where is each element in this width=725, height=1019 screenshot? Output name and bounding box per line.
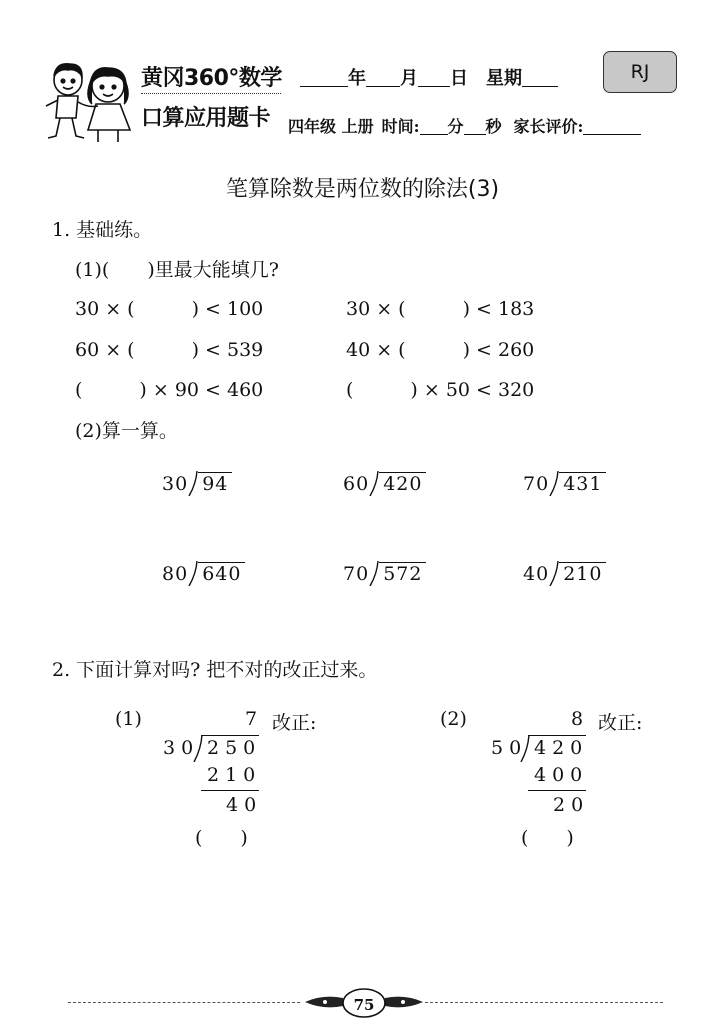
day-blank[interactable] (418, 68, 450, 87)
footer-dash-right (425, 1002, 663, 1003)
answer-blank[interactable]: ( ) (195, 827, 248, 849)
inequality-1-right[interactable]: 30 × ( ) < 183 (346, 298, 535, 320)
inequality-2-left[interactable]: 60 × ( ) < 539 (75, 339, 264, 361)
divisor: 70 (523, 473, 550, 495)
product: 210 (207, 764, 262, 786)
dividend: 640 (198, 562, 245, 585)
footer-dash-left (68, 1002, 300, 1003)
division-problem[interactable] (343, 560, 426, 586)
page-number: 75 (353, 996, 375, 1014)
quotient: 8 (571, 708, 590, 730)
year-blank[interactable] (300, 68, 348, 87)
correction-label: 改正: (272, 712, 317, 734)
week-blank[interactable] (522, 68, 558, 87)
grade-text: 四年级 上册 (288, 117, 374, 136)
dividend: 210 (559, 562, 606, 585)
division-bracket-icon (193, 734, 203, 762)
inequality-3-left[interactable]: ( ) × 90 < 460 (75, 379, 264, 401)
month-label: 月 (400, 68, 418, 89)
division-problem[interactable] (162, 470, 232, 496)
dividend: 431 (559, 472, 606, 495)
inequality-3-right[interactable]: ( ) × 50 < 320 (346, 379, 535, 401)
info-row (288, 114, 641, 137)
division-problem[interactable] (523, 470, 606, 496)
division-bracket-icon (369, 470, 379, 496)
divisor: 60 (343, 473, 370, 495)
minute-blank[interactable] (420, 116, 448, 135)
divisor: 70 (343, 563, 370, 585)
inequality-2-right[interactable]: 40 × ( ) < 260 (346, 339, 535, 361)
brand-title: 黄冈360°数学 (141, 66, 282, 91)
subtraction-line (528, 790, 586, 791)
date-row (300, 64, 558, 90)
remainder: 40 (226, 794, 263, 816)
division-bracket-icon (188, 560, 198, 586)
quotient: 7 (245, 708, 264, 730)
brand-subtitle: 口算应用题卡 (141, 106, 271, 131)
answer-blank[interactable]: ( ) (521, 827, 574, 849)
division-problem[interactable] (162, 560, 245, 586)
divisor: 30 (163, 737, 200, 759)
division-problem[interactable] (523, 560, 606, 586)
dividend: 94 (198, 472, 232, 495)
dividend: 572 (379, 562, 426, 585)
division-vinculum (528, 735, 586, 736)
division-bracket-icon (369, 560, 379, 586)
divisor: 80 (162, 563, 189, 585)
week-label: 星期 (486, 68, 522, 89)
divisor: 30 (162, 473, 189, 495)
divisor: 50 (491, 737, 528, 759)
second-label: 秒 (485, 117, 502, 136)
time-label: 时间: (381, 117, 420, 136)
part1-prompt: (1)( )里最大能填几? (75, 259, 279, 281)
month-blank[interactable] (366, 68, 400, 87)
division-bracket-icon (188, 470, 198, 496)
section1-heading: 1. 基础练。 (52, 219, 153, 241)
minute-label: 分 (447, 117, 464, 136)
subtraction-line (201, 790, 259, 791)
division-bracket-icon (549, 470, 559, 496)
dividend: 420 (379, 472, 426, 495)
problem-label: (1) (115, 708, 142, 730)
parent-blank[interactable] (583, 116, 641, 135)
day-label: 日 (450, 68, 468, 89)
division-vinculum (201, 735, 259, 736)
divisor: 40 (523, 563, 550, 585)
second-blank[interactable] (464, 116, 486, 135)
dividend: 420 (534, 737, 589, 759)
division-bracket-icon (549, 560, 559, 586)
edition-badge: RJ (603, 51, 677, 93)
part2-prompt: (2)算一算。 (75, 420, 178, 442)
parent-label: 家长评价: (513, 117, 584, 136)
year-label: 年 (348, 68, 366, 89)
brand-divider (141, 93, 281, 94)
mascot-kids-illustration (42, 56, 140, 146)
correction-label: 改正: (598, 712, 643, 734)
problem-label: (2) (440, 708, 467, 730)
division-problem[interactable] (343, 470, 426, 496)
dividend: 250 (207, 737, 262, 759)
remainder: 20 (553, 794, 590, 816)
division-bracket-icon (520, 734, 530, 762)
product: 400 (534, 764, 589, 786)
section2-heading: 2. 下面计算对吗? 把不对的改正过来。 (52, 659, 378, 681)
inequality-1-left[interactable]: 30 × ( ) < 100 (75, 298, 264, 320)
page-title: 笔算除数是两位数的除法(3) (225, 177, 500, 202)
